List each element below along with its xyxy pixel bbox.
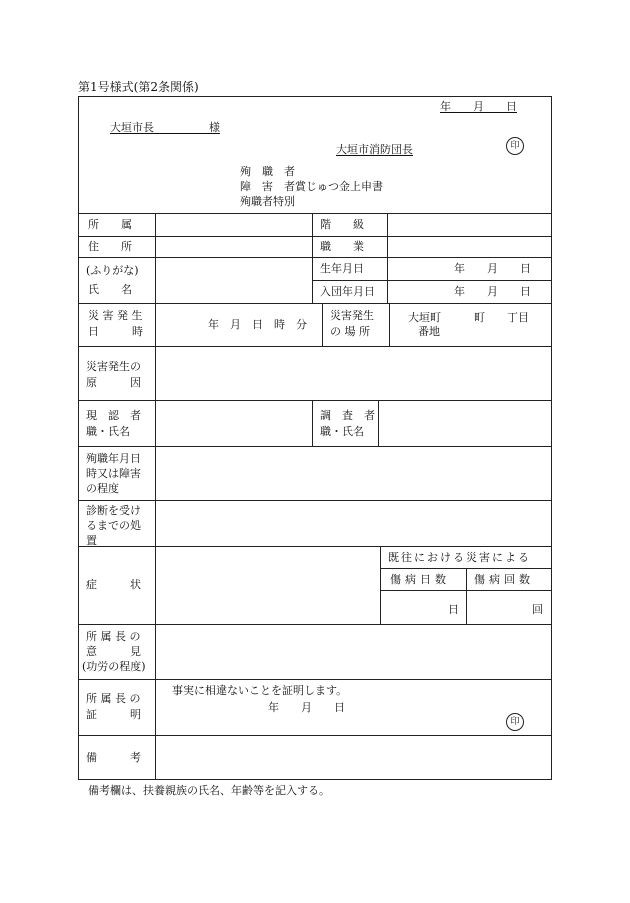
label-diagnosis-2: るまでの処	[86, 519, 141, 532]
label-disaster-place-2: の 場 所	[330, 325, 370, 338]
label-join-date: 入団年月日	[320, 285, 375, 298]
label-remarks: 備 考	[86, 751, 141, 764]
label-disaster-place-1: 災害発生	[330, 309, 374, 322]
proof-seal-icon: 印	[506, 713, 524, 731]
label-death-1: 殉職年月日	[86, 452, 141, 465]
label-proof-2: 証 明	[86, 708, 141, 721]
label-cause-2: 原 因	[86, 376, 141, 389]
label-disaster-date-1: 災 害 発 生	[88, 309, 143, 322]
footer-note: 備考欄は、扶養親族の氏名、年齢等を記入する。	[88, 784, 330, 797]
label-death-3: の程度	[86, 482, 119, 495]
birth-date-value: 年 月 日	[454, 262, 531, 275]
form-table	[78, 96, 552, 780]
label-cause-1: 災害発生の	[86, 360, 141, 373]
label-investigator-2: 職・氏名	[320, 425, 364, 438]
label-past-disaster: 既往における災害による	[388, 551, 531, 564]
title-line-2: 障 害 者賞じゅつ金上申書	[240, 180, 383, 193]
label-birth-date: 生年月日	[320, 262, 364, 275]
label-affiliation: 所 属	[88, 218, 132, 231]
place-value-1: 大垣町 町 丁目	[408, 311, 529, 324]
date-line: 年 月 日	[440, 100, 517, 113]
join-date-value: 年 月 日	[454, 285, 531, 298]
label-opinion-3: (功労の程度)	[82, 660, 146, 673]
label-address: 住 所	[88, 240, 132, 253]
addressee: 大垣市長 様	[110, 121, 220, 134]
label-rank: 階 級	[320, 218, 364, 231]
label-diagnosis-1: 診断を受け	[86, 504, 141, 517]
form-number: 第1号様式(第2条関係)	[78, 80, 199, 94]
label-name: 氏 名	[88, 283, 132, 296]
label-symptoms: 症 状	[86, 578, 141, 591]
proof-date: 年 月 日	[268, 701, 345, 714]
unit-count: 回	[532, 603, 543, 616]
label-death-2: 時又は障害	[86, 467, 141, 480]
title-line-3: 殉職者特別	[240, 195, 295, 208]
sender: 大垣市消防団長	[336, 143, 413, 156]
label-witness-2: 職・氏名	[86, 425, 130, 438]
label-opinion-1: 所 属 長 の	[86, 630, 141, 643]
label-disaster-date-2: 日 時	[88, 325, 143, 338]
label-opinion-2: 意 見	[86, 645, 141, 658]
disaster-time-value: 年 月 日 時 分	[208, 318, 307, 331]
label-occupation: 職 業	[320, 240, 364, 253]
place-value-2: 番地	[418, 325, 440, 338]
title-line-1: 殉 職 者	[240, 165, 295, 178]
label-diagnosis-3: 置	[86, 534, 97, 547]
label-witness-1: 現 認 者	[86, 409, 141, 422]
label-proof-1: 所 属 長 の	[86, 692, 141, 705]
label-injury-count: 傷病回数	[474, 573, 534, 586]
seal-icon: 印	[506, 137, 524, 155]
label-investigator-1: 調 査 者	[320, 409, 375, 422]
unit-day: 日	[448, 603, 459, 616]
label-furigana: (ふりがな)	[86, 264, 139, 277]
proof-text: 事実に相違ないことを証明します。	[172, 684, 348, 697]
label-injury-days: 傷病日数	[390, 573, 450, 586]
